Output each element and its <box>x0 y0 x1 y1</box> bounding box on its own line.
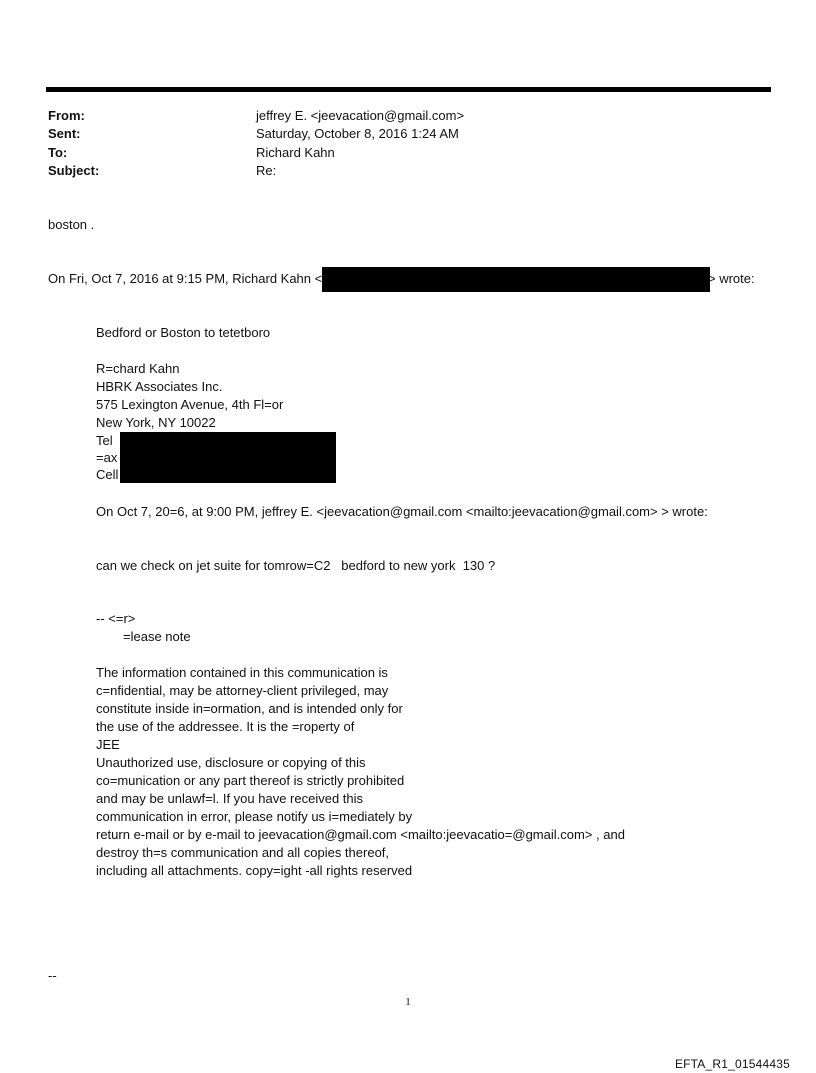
disclaimer-line: constitute inside in=ormation, and is intended only for <box>96 701 403 716</box>
trailing-dashes: -- <box>48 968 57 983</box>
signature-cell: Cell <box>96 467 119 482</box>
quote2-message: can we check on jet suite for tomrow=C2 bedford to new york 130 ? <box>96 558 496 573</box>
please-note: =lease note <box>123 629 191 644</box>
reply-text: boston . <box>48 217 95 232</box>
disclaimer-line: the use of the addressee. It is the =roperty of <box>96 719 355 734</box>
document-id: EFTA_R1_01544435 <box>674 1057 790 1071</box>
disclaimer-line: c=nfidential, may be attorney-client privileged, may <box>96 683 389 698</box>
disclaimer-line: return e-mail or by e-mail to jeevacation@gmail.com <mailto:jeevacatio=@gmail.com> , and <box>96 827 625 842</box>
signature-address-line1: 575 Lexington Avenue, 4th Fl=or <box>96 397 284 412</box>
signature-dash: -- <=r> <box>96 611 136 626</box>
redaction-bar <box>322 267 710 292</box>
disclaimer-line: communication in error, please notify us i=mediately by <box>96 809 413 824</box>
disclaimer-line: including all attachments. copy=ight -all rights reserved <box>96 863 413 878</box>
disclaimer-line: and may be unlawf=l. If you have received this <box>96 791 364 806</box>
subject-value: Re: <box>256 163 277 178</box>
signature-fax: =ax <box>96 450 118 465</box>
disclaimer-line: Unauthorized use, disclosure or copying of this <box>96 755 366 770</box>
redaction-bar <box>120 432 336 483</box>
signature-tel: Tel <box>96 433 113 448</box>
to-label: To: <box>48 145 68 160</box>
disclaimer-line: destroy th=s communication and all copies thereof, <box>96 845 390 860</box>
from-label: From: <box>48 108 85 123</box>
signature-address-line2: New York, NY 10022 <box>96 415 216 430</box>
signature-company: HBRK Associates Inc. <box>96 379 223 394</box>
disclaimer-line: The information contained in this communication is <box>96 665 388 680</box>
quote1-header-suffix: > wrote: <box>708 271 755 286</box>
signature-name: R=chard Kahn <box>96 361 180 376</box>
disclaimer-line: co=munication or any part thereof is strictly prohibited <box>96 773 405 788</box>
subject-label: Subject: <box>48 163 100 178</box>
quote2-header: On Oct 7, 20=6, at 9:00 PM, jeffrey E. <jeevacation@gmail.com <mailto:jeevacation@gmail.com> > wrote: <box>96 504 708 519</box>
sent-label: Sent: <box>48 126 81 141</box>
to-value: Richard Kahn <box>256 145 335 160</box>
from-value: jeffrey E. <jeevacation@gmail.com> <box>256 108 465 123</box>
quote1-message: Bedford or Boston to tetetboro <box>96 325 271 340</box>
disclaimer-line: JEE <box>96 737 120 752</box>
sent-value: Saturday, October 8, 2016 1:24 AM <box>256 126 459 141</box>
header-rule <box>46 87 771 92</box>
page-number: 1 <box>405 996 411 1008</box>
quote1-header-prefix: On Fri, Oct 7, 2016 at 9:15 PM, Richard Kahn < <box>48 271 323 286</box>
disclaimer-block <box>96 664 625 880</box>
